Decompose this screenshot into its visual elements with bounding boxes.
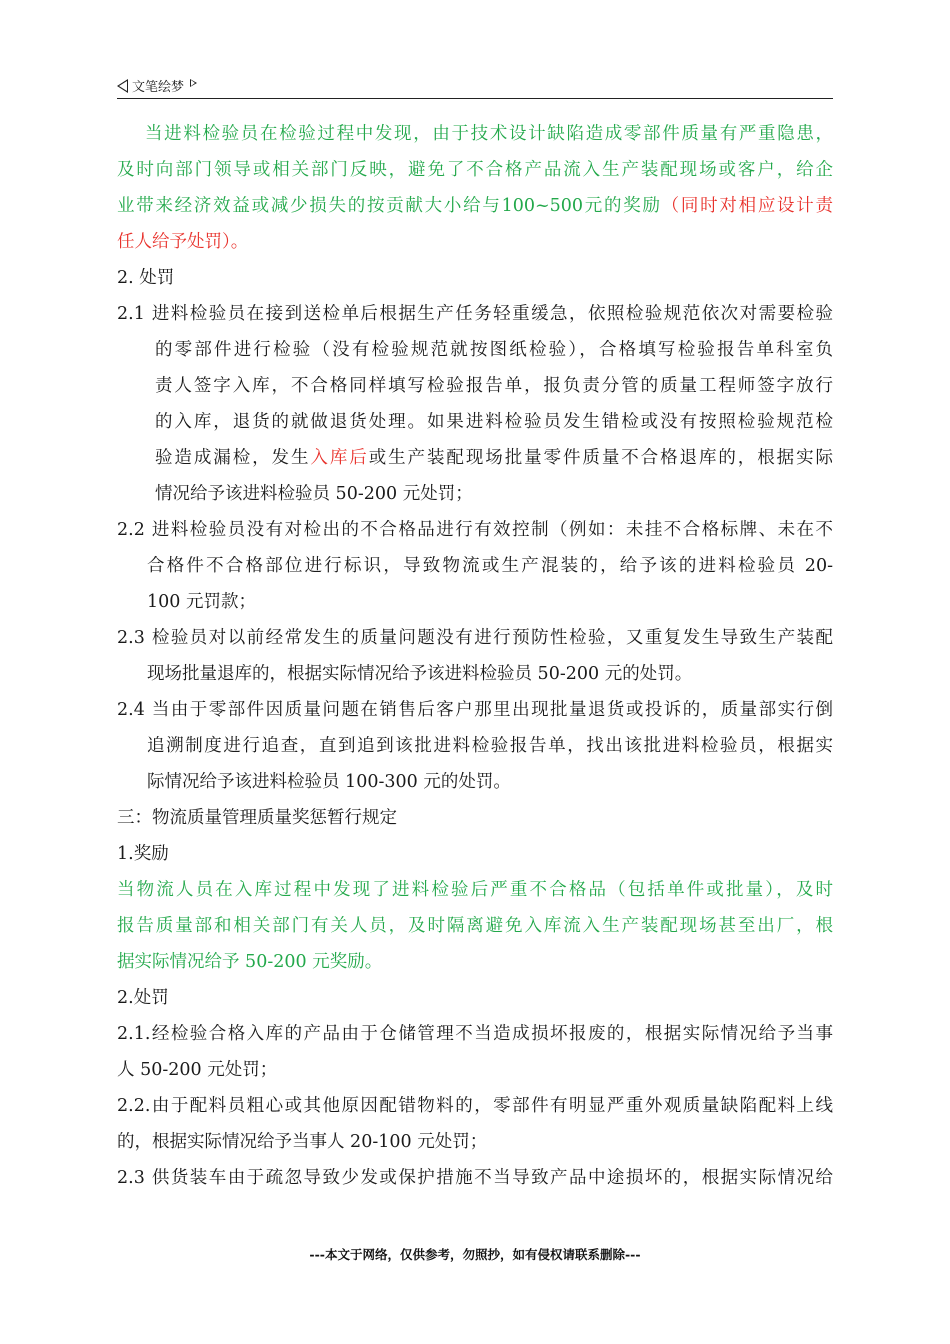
page-header xyxy=(117,70,833,99)
s21-line-5a: 验造成漏检，发生 xyxy=(155,448,311,468)
document-body xyxy=(117,116,833,1196)
s21-line-2: 的零部件进行检验（没有检验规范就按图纸检验），合格填写检验报告单科室负 xyxy=(155,340,833,360)
s3-reward-line-2: 报告质量部和相关部门有关人员，及时隔离避免入库流入生产装配现场甚至出厂，根 xyxy=(117,916,833,936)
s21-line-6: 情况给予该进料检验员 50-200 元处罚； xyxy=(155,484,473,504)
s21-line-5-red: 入库后 xyxy=(310,448,369,468)
s24-line-3: 际情况给予该进料检验员 100-300 元的处罚。 xyxy=(147,772,511,792)
s23-line-1: 2.3 检验员对以前经常发生的质量问题没有进行预防性检验，又重复发生导致生产装配 xyxy=(117,628,833,648)
s3-reward-line-1: 当物流人员在入库过程中发现了进料检验后严重不合格品（包括单件或批量），及时 xyxy=(117,880,833,900)
s322-line-2: 的，根据实际情况给予当事人 20-100 元处罚； xyxy=(117,1132,488,1152)
triangle-left-icon xyxy=(117,79,128,93)
p1-line-2: 及时向部门领导或相关部门反映，避免了不合格产品流入生产装配现场或客户，给企 xyxy=(117,160,833,180)
s23-line-2: 现场批量退库的，根据实际情况给予该进料检验员 50-200 元的处罚。 xyxy=(147,664,693,684)
s24-line-1: 2.4 当由于零部件因质量问题在销售后客户那里出现批量退货或投诉的，质量部实行倒 xyxy=(117,700,833,720)
p1-line-3 xyxy=(117,188,833,224)
section-2-heading: 2. 处罚 xyxy=(117,268,175,288)
s21-line-1: 2.1 进料检验员在接到送检单后根据生产任务轻重缓急，依照检验规范依次对需要检验 xyxy=(117,304,833,324)
s323-line-1: 2.3 供货装车由于疏忽导致少发或保护措施不当导致产品中途损坏的，根据实际情况给 xyxy=(117,1168,833,1188)
s21-line-4: 的入库，退货的就做退货处理。如果进料检验员发生错检或没有按照检验规范检 xyxy=(155,412,833,432)
s22-line-2: 合格件不合格部位进行标识，导致物流或生产混装的，给予该的进料检验员 20- xyxy=(147,556,833,576)
s321-line-1: 2.1.经检验合格入库的产品由于仓储管理不当造成损坏报废的，根据实际情况给予当事 xyxy=(117,1024,833,1044)
triangle-right-icon xyxy=(190,79,197,87)
s22-line-1: 2.2 进料检验员没有对检出的不合格品进行有效控制（例如：未挂不合格标牌、未在不 xyxy=(117,520,833,540)
section-3-reward-heading: 1.奖励 xyxy=(117,844,169,864)
s21-line-5 xyxy=(117,440,833,476)
section-3-penalty-heading: 2.处罚 xyxy=(117,988,169,1008)
s321-line-2: 人 50-200 元处罚； xyxy=(117,1060,278,1080)
page-footer: ---本文于网络，仅供参考，勿照抄，如有侵权请联系删除--- xyxy=(309,1247,641,1262)
header-brand xyxy=(117,76,197,95)
s21-line-5c: 或生产装配现场批量零件质量不合格退库的，根据实际 xyxy=(368,448,833,468)
section-3-heading: 三：物流质量管理质量奖惩暂行规定 xyxy=(117,808,397,828)
p1-line-1: 当进料检验员在检验过程中发现，由于技术设计缺陷造成零部件质量有严重隐患， xyxy=(145,124,833,144)
header-title: 文笔绘梦 xyxy=(132,80,185,95)
p1-line-3-red: （同时对相应设计责 xyxy=(661,196,833,216)
s22-line-3: 100 元罚款； xyxy=(147,592,256,612)
s3-reward-line-3: 据实际情况给予 50-200 元奖励。 xyxy=(117,952,383,972)
p1-line-4: 任人给予处罚）。 xyxy=(117,232,249,252)
s24-line-2: 追溯制度进行追查，直到追到该批进料检验报告单，找出该批进料检验员，根据实 xyxy=(147,736,833,756)
s21-line-3: 责人签字入库，不合格同样填写检验报告单，报负责分管的质量工程师签字放行 xyxy=(155,376,833,396)
s322-line-1: 2.2.由于配料员粗心或其他原因配错物料的，零部件有明显严重外观质量缺陷配料上线 xyxy=(117,1096,833,1116)
p1-line-3-green: 业带来经济效益或减少损失的按贡献大小给与100~500元的奖励 xyxy=(117,196,662,216)
